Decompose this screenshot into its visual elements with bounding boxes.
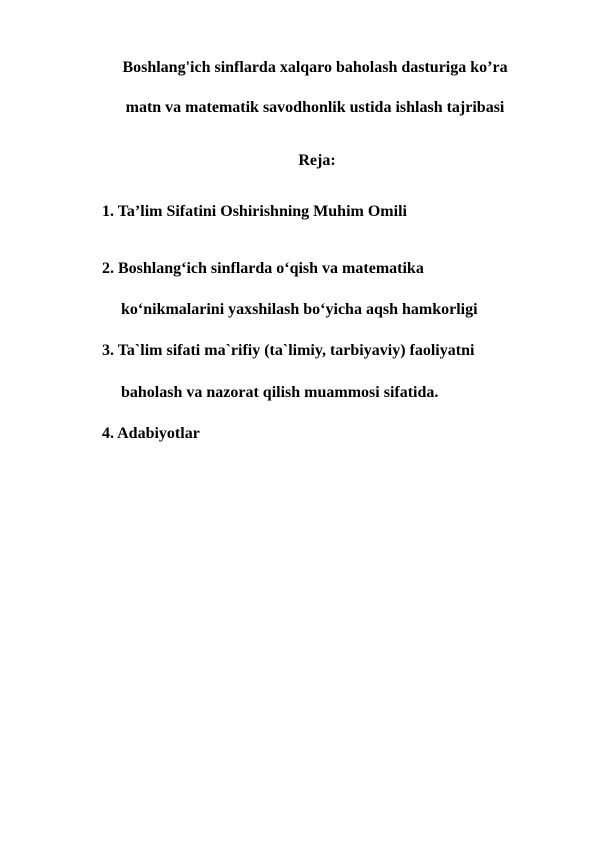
plan-heading: Reja: bbox=[298, 152, 336, 169]
plan-item-2-line-2: ko‘nikmalarini yaxshilash bo‘yicha aqsh hamkorligi bbox=[121, 301, 478, 318]
plan-item-3-line-2: baholash va nazorat qilish muammosi sifatida. bbox=[121, 384, 439, 401]
document-title-line-1: Boshlang'ich sinflarda xalqaro baholash dasturiga ko’ra bbox=[122, 59, 508, 76]
document-title-line-2: matn va matematik savodhonlik ustida ishlash tajribasi bbox=[125, 99, 505, 116]
plan-item-1: 1. Ta’lim Sifatini Oshirishning Muhim Omili bbox=[102, 203, 407, 220]
plan-item-4: 4. Adabiyotlar bbox=[102, 425, 200, 442]
plan-item-2-line-1: 2. Boshlang‘ich sinflarda o‘qish va matematika bbox=[102, 260, 424, 277]
plan-item-3-line-1: 3. Ta`lim sifati ma`rifiy (ta`limiy, tarbiyaviy) faoliyatni bbox=[102, 342, 475, 359]
